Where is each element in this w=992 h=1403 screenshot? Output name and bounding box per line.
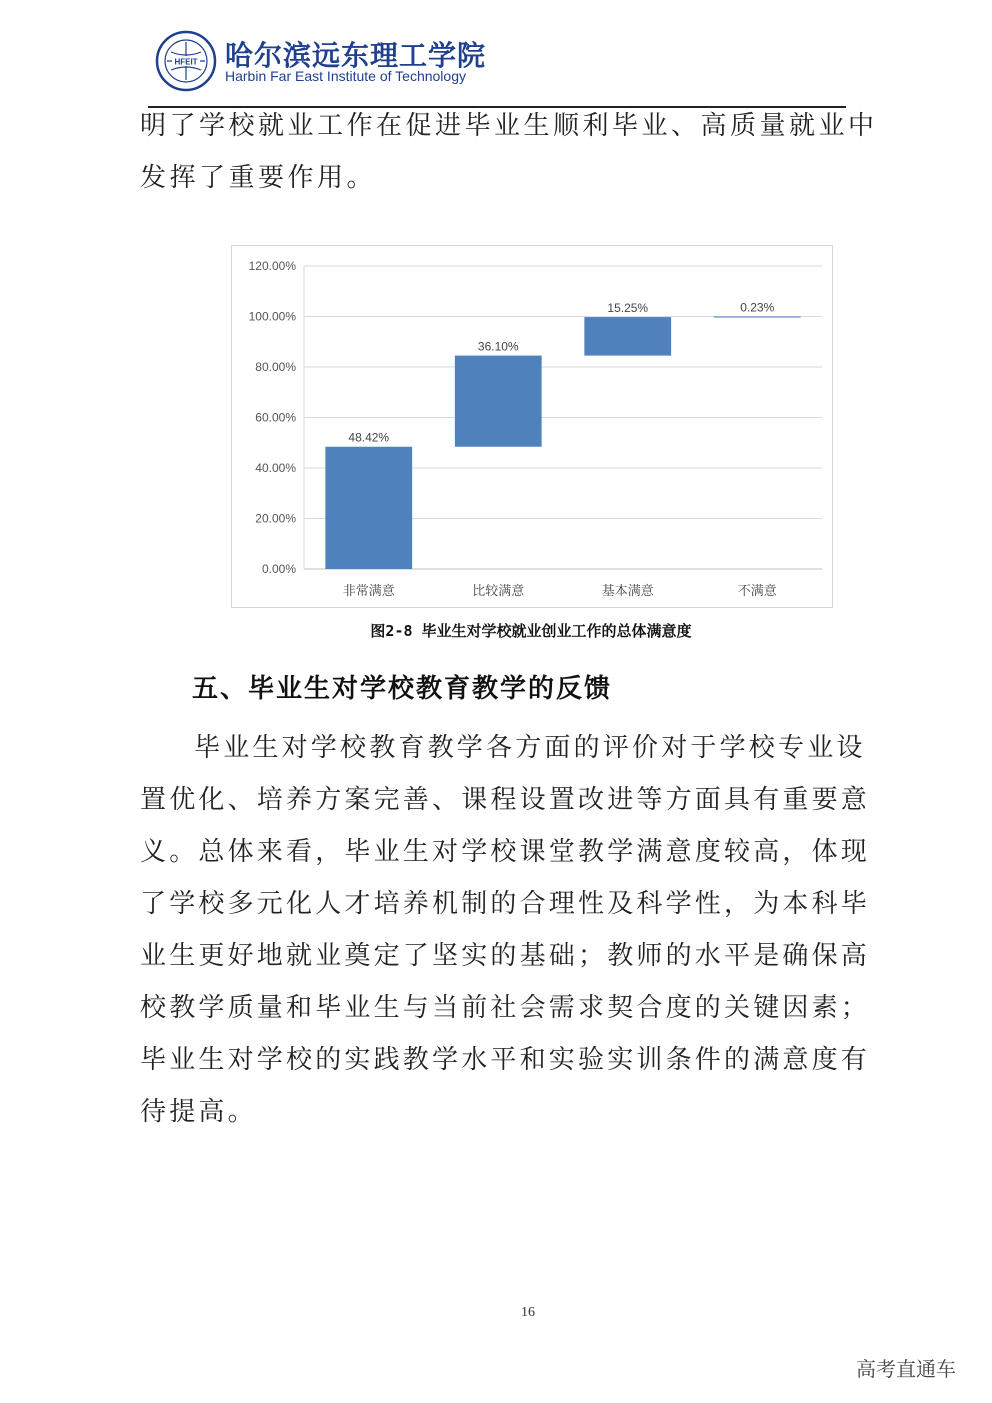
- school-seal-logo: [155, 30, 217, 92]
- paragraph-2: 毕业生对学校教育教学各方面的评价对于学校专业设置优化、培养方案完善、课程设置改进等方面具有重要意义。总体来看，毕业生对学校课堂教学满意度较高，体现了学校多元化人才培养机制的合理性及科学性，为本科毕业生更好地就业奠定了坚实的基础；教师的水平是确保高校教学质量和毕业生与当前社会需求契合度的关键因素；毕业生对学校的实践教学水平和实验实训条件的满意度有待提高。: [140, 733, 871, 1127]
- school-name-en: Harbin Far East Institute of Technology: [225, 68, 466, 84]
- watermark: 高考直通车: [856, 1357, 956, 1381]
- y-tick-label: 0.00%: [261, 562, 296, 576]
- data-label: 15.25%: [607, 301, 649, 316]
- satisfaction-chart: [231, 245, 833, 608]
- category-label: 不满意: [737, 584, 777, 599]
- data-label: 48.42%: [348, 430, 390, 445]
- category-label: 基本满意: [601, 584, 654, 599]
- category-label: 比较满意: [472, 584, 525, 599]
- bar: [325, 447, 412, 569]
- y-tick-label: 80.00%: [255, 360, 296, 374]
- page-header: [155, 30, 855, 90]
- category-label: 非常满意: [342, 584, 395, 599]
- y-tick-label: 20.00%: [255, 511, 296, 526]
- section-title: 五、毕业生对学校教育教学的反馈: [192, 674, 613, 704]
- page-number: 16: [521, 1305, 535, 1320]
- bar: [455, 356, 542, 447]
- chart-svg: [232, 246, 832, 607]
- seal-text: HFEIT: [174, 57, 198, 67]
- data-label: 36.10%: [477, 339, 519, 354]
- y-tick-label: 100.00%: [248, 309, 296, 324]
- y-tick-label: 120.00%: [248, 259, 296, 273]
- school-name-cn: 哈尔滨远东理工学院: [225, 39, 487, 72]
- paragraph-1: 明了学校就业工作在促进毕业生顺利毕业、高质量就业中发挥了重要作用。: [140, 111, 878, 193]
- bar: [584, 317, 671, 356]
- bar: [714, 317, 801, 318]
- figure-caption: 图2-8 毕业生对学校就业创业工作的总体满意度: [370, 622, 692, 640]
- data-label: 0.23%: [740, 300, 775, 315]
- y-tick-label: 40.00%: [255, 461, 296, 475]
- y-tick-label: 60.00%: [255, 410, 296, 425]
